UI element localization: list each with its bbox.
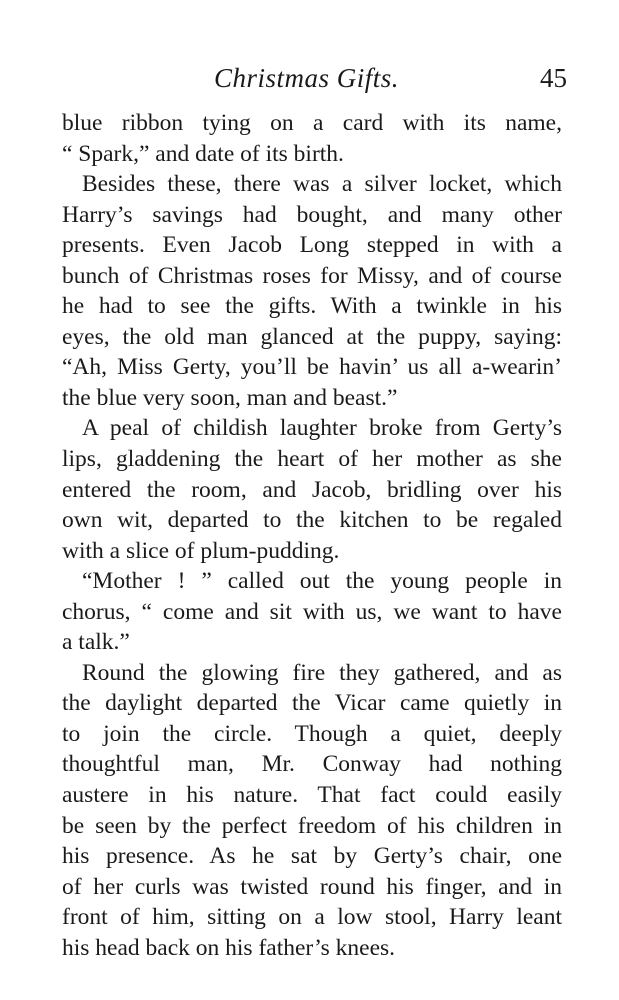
text-line: chorus, “ come and sit with us, we want to have: [62, 598, 562, 625]
text-line: own wit, departed to the kitchen to be regaled: [62, 507, 562, 534]
text-line: front of him, sitting on a low stool, Harry leant: [62, 904, 562, 931]
text-line: Round the glowing fire they gathered, and as: [82, 659, 562, 686]
running-title: Christmas Gifts.: [214, 63, 400, 93]
text-line: with a slice of plum-pudding.: [62, 537, 340, 564]
text-line: the blue very soon, man and beast.”: [62, 384, 398, 411]
text-line: “ Spark,” and date of its birth.: [62, 140, 344, 167]
text-line: his head back on his father’s knees.: [62, 934, 396, 961]
text-line: his presence. As he sat by Gerty’s chair, one: [62, 843, 562, 870]
text-line: “Mother ! ” called out the young people in: [82, 568, 562, 595]
body-text: [62, 108, 562, 963]
text-line: A peal of childish laughter broke from Gerty’s: [82, 415, 562, 442]
text-line: Besides these, there was a silver locket, which: [82, 171, 562, 198]
text-line: entered the room, and Jacob, bridling over his: [62, 476, 562, 503]
text-line: blue ribbon tying on a card with its name,: [62, 110, 562, 136]
text-line: lips, gladdening the heart of her mother as she: [62, 446, 562, 473]
text-line: bunch of Christmas roses for Missy, and of course: [62, 262, 562, 289]
text-line: thoughtful man, Mr. Conway had nothing: [62, 751, 562, 778]
page-number: 45: [540, 63, 567, 93]
text-line: a talk.”: [62, 629, 130, 656]
text-line: he had to see the gifts. With a twinkle in his: [62, 293, 562, 320]
text-line: Harry’s savings had bought, and many other: [62, 201, 562, 228]
text-line: to join the circle. Though a quiet, deeply: [62, 720, 562, 747]
text-line: of her curls was twisted round his finger, and in: [62, 873, 562, 900]
text-line: austere in his nature. That fact could easily: [62, 782, 562, 809]
text-line: presents. Even Jacob Long stepped in with a: [62, 232, 562, 259]
text-line: “Ah, Miss Gerty, you’ll be havin’ us all a-wearin’: [62, 354, 562, 381]
running-head: [0, 60, 619, 96]
text-line: eyes, the old man glanced at the puppy, saying:: [62, 323, 562, 350]
text-line: the daylight departed the Vicar came quietly in: [62, 690, 562, 717]
text-line: be seen by the perfect freedom of his children in: [62, 812, 562, 839]
